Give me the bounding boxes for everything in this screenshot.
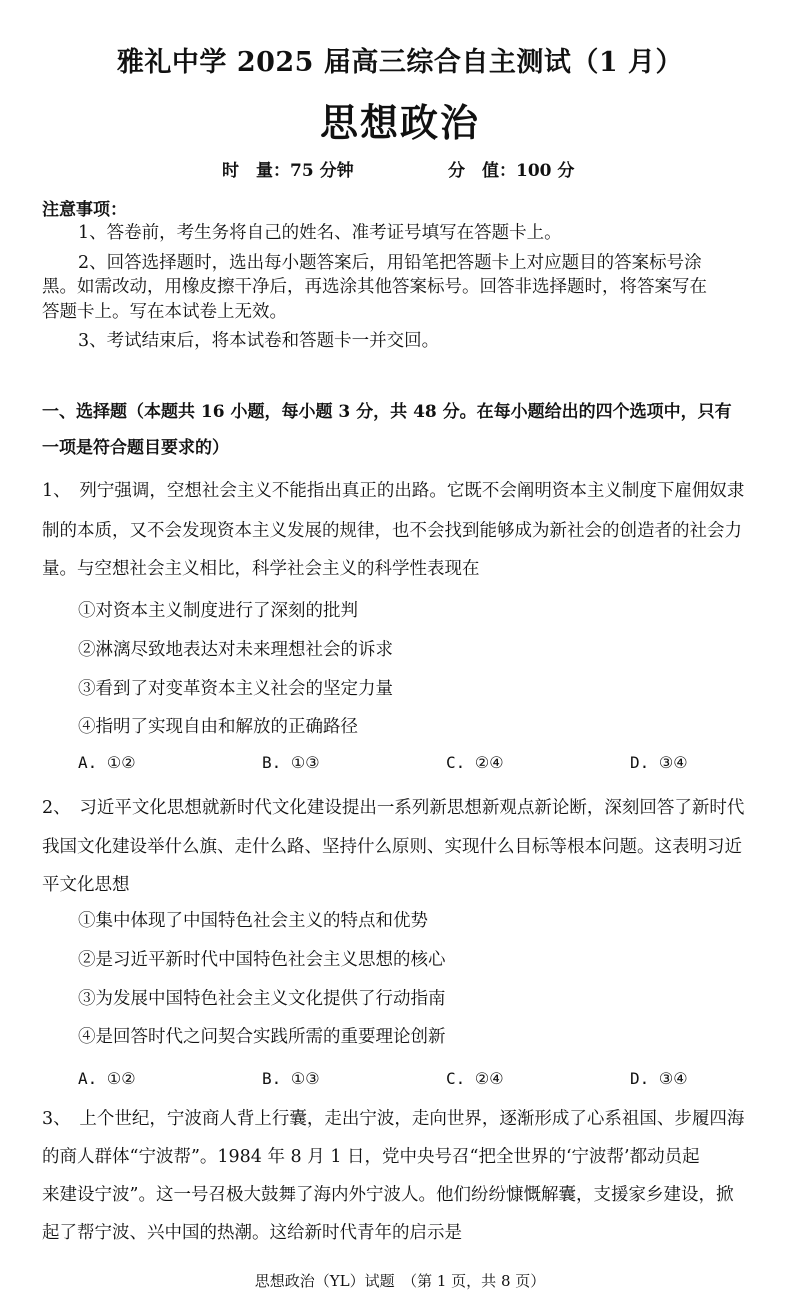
q1-stem-line-1: 1、 列宁强调，空想社会主义不能指出真正的出路。它既不会阐明资本主义制度下雇佣奴隶 bbox=[42, 481, 745, 501]
note-2-line-2: 黑。如需改动，用橡皮擦干净后，再选涂其他答案标号。回答非选择题时，将答案写在 bbox=[42, 277, 707, 297]
q1-stem-line-2: 制的本质，又不会发现资本主义发展的规律，也不会找到能够成为新社会的创造者的社会力 bbox=[42, 521, 742, 541]
q3-stem-line-1: 3、 上个世纪，宁波商人背上行囊，走出宁波，走向世界，逐渐形成了心系祖国、步履四海 bbox=[42, 1109, 745, 1129]
exam-score: 分 值：100 分 bbox=[448, 161, 575, 181]
subject-title: 思想政治 bbox=[319, 100, 480, 145]
q2-statement-1: ①集中体现了中国特色社会主义的特点和优势 bbox=[78, 911, 428, 931]
q1-statement-3: ③看到了对变革资本主义社会的坚定力量 bbox=[78, 679, 393, 699]
q3-stem-line-2: 的商人群体“宁波帮”。1984 年 8 月 1 日，党中央号召“把全世界的‘宁波帮’都动员起 bbox=[42, 1147, 700, 1167]
q2-statement-3: ③为发展中国特色社会主义文化提供了行动指南 bbox=[78, 989, 446, 1009]
q1-statement-1: ①对资本主义制度进行了深刻的批判 bbox=[78, 601, 358, 621]
q2-choice-a: A. ①② bbox=[78, 1069, 136, 1088]
q2-choice-d: D. ③④ bbox=[630, 1069, 688, 1088]
q1-choice-b: B. ①③ bbox=[262, 753, 320, 772]
q2-statement-2: ②是习近平新时代中国特色社会主义思想的核心 bbox=[78, 950, 446, 970]
q2-stem-line-1: 2、 习近平文化思想就新时代文化建设提出一系列新思想新观点新论断，深刻回答了新时代 bbox=[42, 798, 745, 818]
q1-stem-line-3: 量。与空想社会主义相比，科学社会主义的科学性表现在 bbox=[42, 559, 480, 579]
q1-statement-4: ④指明了实现自由和解放的正确路径 bbox=[78, 717, 358, 737]
q1-choice-a: A. ①② bbox=[78, 753, 136, 772]
q1-choice-c: C. ②④ bbox=[446, 753, 504, 772]
note-2-line-3: 答题卡上。写在本试卷上无效。 bbox=[42, 302, 287, 322]
notes-heading: 注意事项： bbox=[42, 200, 127, 220]
q3-stem-line-3: 来建设宁波”。这一号召极大鼓舞了海内外宁波人。他们纷纷慷慨解囊，支援家乡建设，掀 bbox=[42, 1185, 734, 1205]
exam-title: 雅礼中学 2025 届高三综合自主测试（1 月） bbox=[116, 47, 684, 78]
note-1: 1、答卷前，考生务将自己的姓名、准考证号填写在答题卡上。 bbox=[78, 223, 562, 243]
exam-duration: 时 量：75 分钟 bbox=[222, 161, 354, 181]
q3-stem-line-4: 起了帮宁波、兴中国的热潮。这给新时代青年的启示是 bbox=[42, 1223, 462, 1243]
page-footer: 思想政治（YL）试题 （第 1 页，共 8 页） bbox=[254, 1272, 546, 1290]
section-heading-line-1: 一、选择题（本题共 16 小题，每小题 3 分，共 48 分。在每小题给出的四个选项中，只有 bbox=[42, 402, 732, 422]
note-2-line-1: 2、回答选择题时，选出每小题答案后，用铅笔把答题卡上对应题目的答案标号涂 bbox=[78, 253, 702, 273]
note-3: 3、考试结束后，将本试卷和答题卡一并交回。 bbox=[78, 331, 440, 351]
q2-statement-4: ④是回答时代之问契合实践所需的重要理论创新 bbox=[78, 1027, 446, 1047]
section-heading-line-2: 一项是符合题目要求的） bbox=[42, 438, 229, 458]
q1-statement-2: ②淋漓尽致地表达对未来理想社会的诉求 bbox=[78, 640, 393, 660]
q2-stem-line-3: 平文化思想 bbox=[42, 875, 130, 895]
q1-choice-d: D. ③④ bbox=[630, 753, 688, 772]
q2-stem-line-2: 我国文化建设举什么旗、走什么路、坚持什么原则、实现什么目标等根本问题。这表明习近 bbox=[42, 837, 742, 857]
q2-choice-b: B. ①③ bbox=[262, 1069, 320, 1088]
q2-choice-c: C. ②④ bbox=[446, 1069, 504, 1088]
